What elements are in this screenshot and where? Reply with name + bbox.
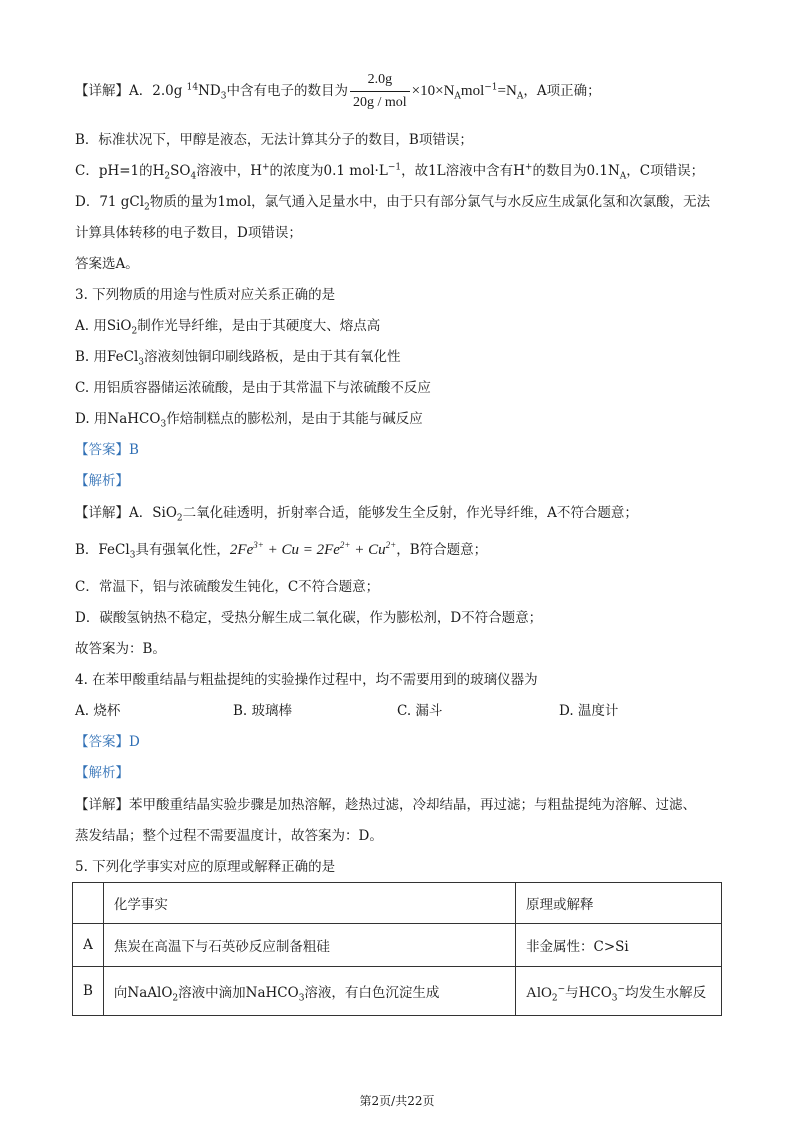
superscript: −1 (484, 82, 498, 93)
row-label: B (73, 967, 104, 1016)
subscript: 3 (160, 419, 167, 430)
q3-detail-d: D．碳酸氢钠热不稳定，受热分解生成二氧化碳，作为膨松剂，D不符合题意； (75, 610, 543, 626)
text: 作焙制糕点的膨松剂，是由于其能与碱反应 (166, 411, 423, 427)
table-header-row (73, 883, 722, 924)
q3-detail-a (75, 503, 638, 523)
text: ND (198, 83, 221, 99)
row-fact: 焦炭在高温下与石英砂反应制备粗硅 (103, 924, 515, 967)
subscript: 3 (129, 550, 136, 561)
q4-answer-label: 【答案】D (75, 734, 140, 750)
q4-option-d: D. 温度计 (559, 703, 619, 719)
text: SO (170, 163, 191, 179)
text: ，故1L溶液中含有H (401, 163, 525, 179)
table-header-fact: 化学事实 (103, 883, 515, 924)
q3-analysis-label: 【解析】 (75, 473, 129, 489)
q3-detail-c: C．常温下，铝与浓硫酸发生钝化，C不符合题意； (75, 579, 380, 595)
subscript: 2 (131, 326, 138, 337)
superscript: + (524, 162, 533, 173)
formula: =N (497, 83, 517, 99)
q2-detail-a (75, 70, 601, 113)
table-row (73, 967, 722, 1016)
text: D. 用NaHCO (75, 411, 161, 427)
table-row (73, 924, 722, 967)
equation-term: 2Fe (229, 542, 254, 558)
q5-options-table (72, 882, 722, 1016)
text: 【详解】A．2.0g (75, 83, 187, 99)
text: 溶液中，H (196, 163, 262, 179)
q2-answer: 答案选A。 (75, 256, 139, 272)
ionic-equation (230, 542, 396, 558)
text: D．71 gCl (75, 194, 145, 210)
q3-option-a (75, 316, 380, 336)
text: B. 用FeCl (75, 349, 139, 365)
q4-detail-line1: 【详解】苯甲酸重结晶实验步骤是加热溶解，趁热过滤，冷却结晶，再过滤；与粗盐提纯为溶解、过滤、 (75, 797, 696, 813)
charge: 3+ (253, 540, 264, 550)
subscript: 2 (172, 993, 179, 1004)
isotope-mass: 14 (186, 82, 199, 93)
text: 的浓度为0.1 mol·L (269, 163, 388, 179)
text: ，A项正确； (523, 83, 601, 99)
q2-detail-d-line2: 计算具体转移的电子数目，D项错误； (75, 225, 302, 241)
subscript: 3 (138, 357, 145, 368)
text: 溶液刻蚀铜印刷线路板，是由于其有氧化性 (144, 349, 401, 365)
subscript: 2 (176, 513, 183, 524)
subscript: A (454, 91, 461, 102)
text: 制作光导纤维，是由于其硬度大、熔点高 (137, 318, 381, 334)
row-reason (516, 967, 722, 1016)
text: AlO (526, 984, 552, 1001)
text: 中含有电子的数目为 (226, 83, 348, 99)
charge: − (617, 984, 626, 994)
table-cell (73, 883, 104, 924)
subscript: 4 (190, 171, 197, 182)
q3-option-d (75, 409, 423, 429)
superscript: −1 (387, 162, 402, 173)
charge: 2+ (385, 540, 397, 550)
table-header-reason: 原理或解释 (516, 883, 722, 924)
charge: 2+ (339, 540, 351, 550)
subscript: A (619, 171, 627, 182)
text: 溶液，有白色沉淀生成 (304, 985, 440, 1001)
q3-option-b (75, 347, 401, 367)
subscript: 2 (164, 171, 171, 182)
formula: mol (460, 83, 485, 99)
q4-detail-line2: 蒸发结晶；整个过程不需要温度计，故答案为：D。 (75, 828, 383, 844)
q3-option-c: C. 用铝质容器储运浓硫酸，是由于其常温下与浓硫酸不反应 (75, 380, 431, 396)
row-fact (103, 967, 515, 1016)
row-label: A (73, 924, 104, 967)
text: ，C项错误； (626, 163, 705, 179)
text: B．FeCl (75, 542, 130, 558)
equation-term: + Cu = 2Fe (263, 542, 340, 558)
fraction (350, 70, 410, 113)
formula: ×10×N (411, 83, 455, 99)
q5-stem: 5. 下列化学事实对应的原理或解释正确的是 (75, 859, 336, 875)
fraction-numerator: 2.0g (350, 70, 410, 92)
text: 具有强氧化性， (135, 542, 230, 558)
q3-answer: 故答案为：B。 (75, 641, 166, 657)
text: A. 用SiO (75, 318, 132, 334)
subscript: A (516, 91, 524, 102)
q4-option-b: B. 玻璃棒 (233, 703, 293, 719)
text: 与HCO (565, 984, 612, 1001)
q3-answer-label: 【答案】B (75, 442, 139, 458)
q2-detail-c (75, 161, 704, 181)
subscript: 2 (144, 202, 150, 213)
q2-detail-b: B．标准状况下，甲醇是液态，无法计算其分子的数目，B项错误； (75, 132, 473, 148)
q4-option-a: A. 烧杯 (75, 703, 121, 719)
q4-stem: 4. 在苯甲酸重结晶与粗盐提纯的实验操作过程中，均不需要用到的玻璃仪器为 (75, 672, 538, 688)
subscript: 2 (551, 993, 558, 1004)
superscript: + (262, 162, 270, 173)
subscript: 3 (220, 91, 227, 102)
q3-stem: 3. 下列物质的用途与性质对应关系正确的是 (75, 287, 336, 303)
subscript: 3 (298, 993, 305, 1004)
text: 【详解】A．SiO (75, 505, 177, 521)
q4-option-c: C. 漏斗 (397, 703, 443, 719)
q4-analysis-label: 【解析】 (75, 765, 129, 781)
q2-detail-d-line1 (75, 192, 710, 212)
row-reason: 非金属性：C>Si (516, 924, 722, 967)
q3-detail-b (75, 540, 487, 560)
subscript: 3 (611, 993, 618, 1004)
text: 的数目为0.1N (532, 163, 620, 179)
equation-term: + Cu (350, 542, 386, 558)
text: 二氧化硅透明，折射率合适，能够发生全反射，作光导纤维，A不符合题意； (182, 505, 638, 521)
text: 溶液中滴加NaHCO (178, 985, 299, 1001)
text: 物质的量为1mol，氯气通入足量水中，由于只有部分氯气与水反应生成氯化氢和次氯酸，无法 (149, 194, 711, 210)
page-footer: 第2页/共22页 (359, 1094, 435, 1108)
text: 向NaAlO (113, 985, 173, 1001)
text: C．pH=1的H (75, 163, 165, 179)
fraction-denominator: 20g / mol (352, 95, 407, 110)
text: 均发生水解反 (625, 984, 707, 1001)
charge: − (557, 984, 566, 994)
text: ，B符合题意； (396, 542, 488, 558)
